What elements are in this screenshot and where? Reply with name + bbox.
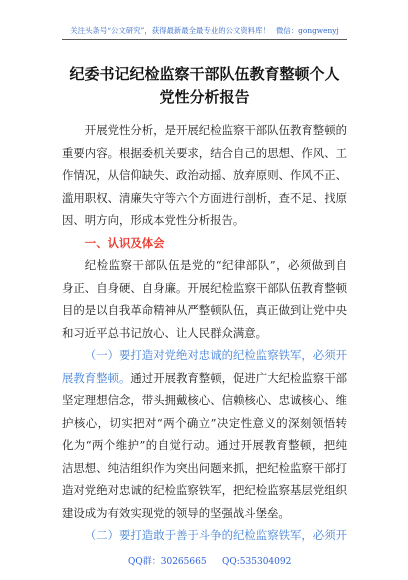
subsection-heading-continuation: 展教育整顿。 [62,370,131,385]
subsection-heading: （一）要打造对党绝对忠诚的纪检监察铁军，必须开 [84,348,347,362]
paragraph-line: 身正、自身硬、自身廉。开展纪检监察干部队伍教育整顿 [62,280,347,295]
paragraph-line: 开展党性分析，是开展纪检监察干部队伍教育整顿的 [84,123,347,137]
paragraph-line: 坚定理想信念，带头拥戴核心、信赖核心、忠诚核心、维 [62,393,347,407]
banner-slogan: 关注头条号“公文研究”，获得最新最全最专业的公文资料库！ [70,26,270,35]
paragraph-line: 和习近平总书记放心、让人民群众满意。 [62,325,268,340]
promo-banner [62,22,347,40]
paragraph-line: 纪检监察干部队伍是党的“纪律部队”，必须做到自 [84,258,347,272]
paragraph-line: 重要内容。根据委机关要求，结合自己的思想、作风、工 [62,145,347,160]
title-line: 党性分析报告 [159,88,250,106]
footer-qq: QQ:535304092 [222,557,292,567]
paragraph-text: 通过开展教育整顿，促进广大纪检监察干部 [130,370,347,385]
paragraph-line: 滥用职权、清廉失守等六个方面进行剖析，查不足、找原 [62,190,347,205]
banner-wechat: 微信：gongwenyj [275,26,339,35]
section-1-paragraph [62,254,347,344]
document-title [62,63,347,109]
subsection-2 [62,524,347,547]
paragraph-line: 建设成为有效实现党的领导的坚强战斗堡垒。 [62,505,290,520]
paragraph-line: 护核心，切实把对“两个确立”决定性意义的深刻领悟转 [62,415,347,430]
paragraph-line: 目的是以自我革命精神从严整顿队伍，真正做到让党中央 [62,303,347,317]
footer-qq-group: QQ群：30265665 [128,557,207,567]
title-line: 纪委书记纪检监察干部队伍教育整顿个人 [69,65,340,83]
document-body [62,119,347,547]
paragraph-line: 因、明方向，形成本党性分析报告。 [62,213,245,227]
subsection-heading: （二）要打造敢于善于斗争的纪检监察铁军，必须开 [84,528,347,542]
paragraph-line: 化为“两个维护”的自觉行动。通过开展教育整顿，把纯 [62,438,347,452]
paragraph-line: 造对党绝对忠诚的纪检监察铁军，把纪检监察基层党组织 [62,483,347,497]
paragraph-line [62,367,347,390]
section-heading: 一、认识及体会 [84,235,165,250]
intro-paragraph [62,119,347,232]
paragraph-line: 洁思想、纯洁组织作为突出问题来抓，把纪检监察干部打 [62,460,347,475]
subsection-1 [62,344,347,524]
paragraph-line: 作情况，从信仰缺失、政治动摇、放弃原则、作风不正、 [62,168,347,182]
